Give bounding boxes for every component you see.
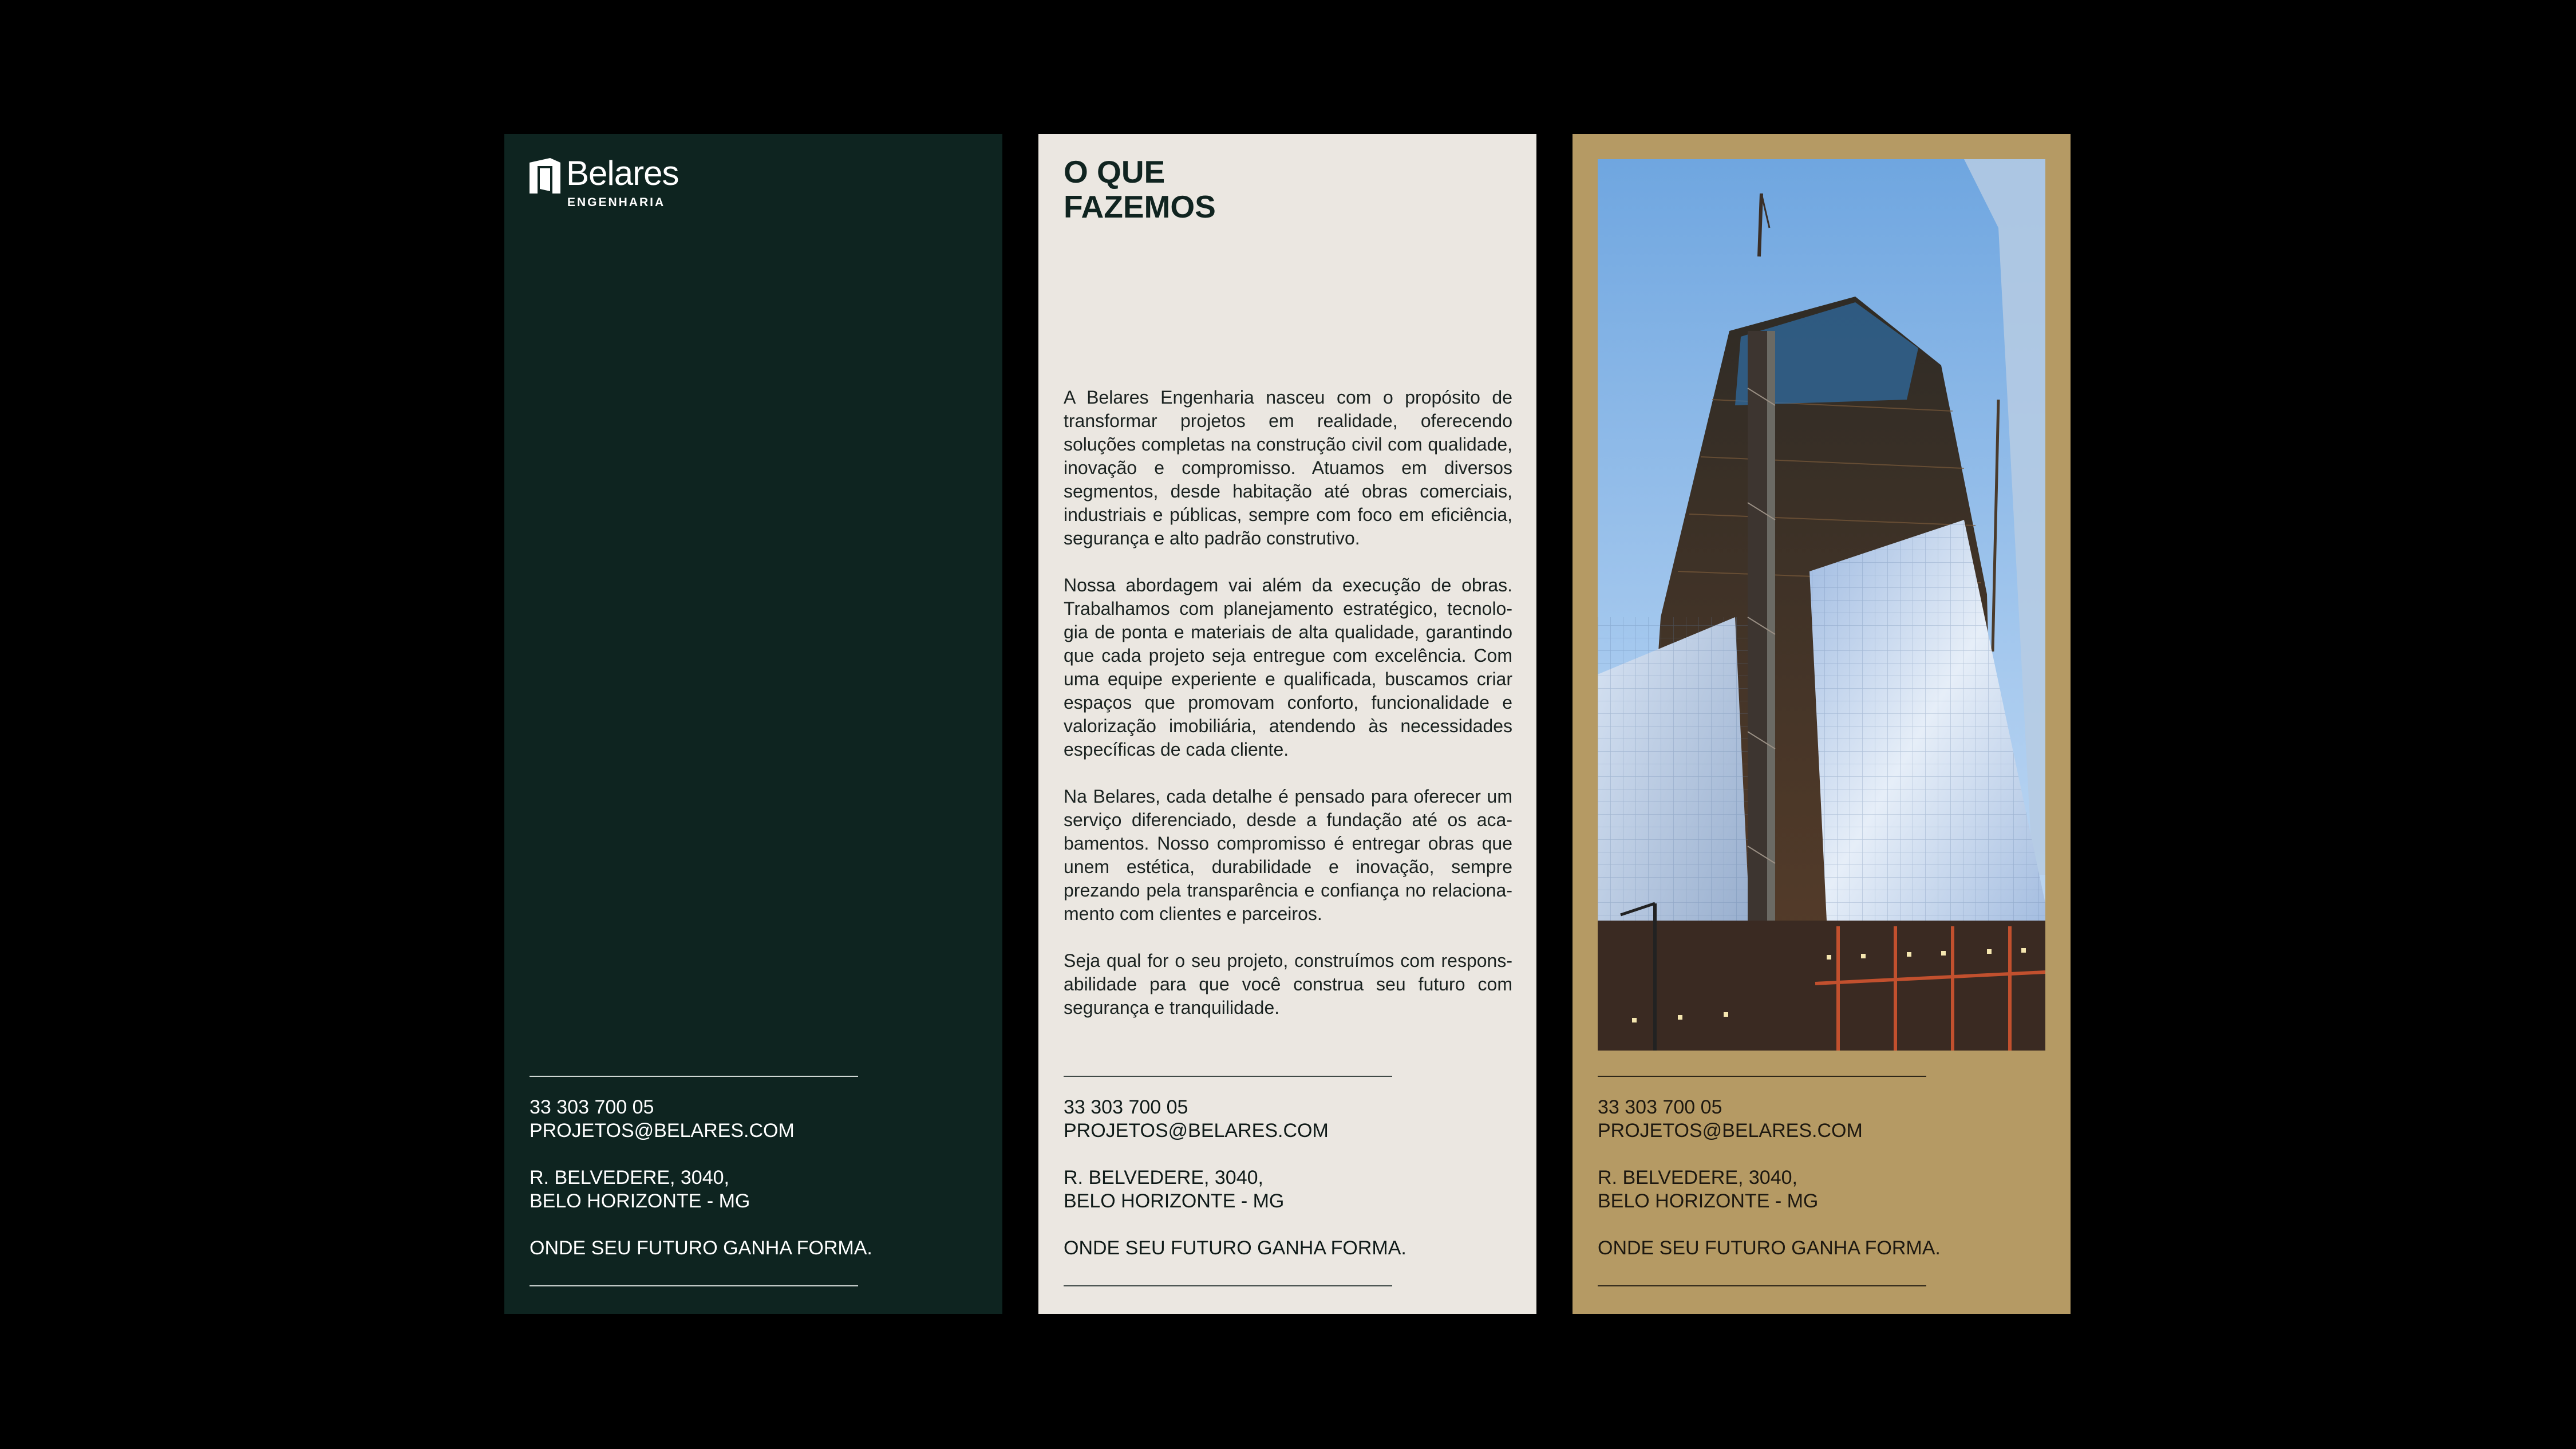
contact-tagline: ONDE SEU FUTURO GANHA FORMA. <box>530 1237 872 1259</box>
contact-block <box>530 1096 872 1260</box>
brand-logo <box>530 154 701 221</box>
brochure-panel-about <box>1038 134 1536 1314</box>
divider-top <box>530 1076 858 1077</box>
contact-address-line2: BELO HORIZONTE - MG <box>1598 1190 1819 1212</box>
about-paragraph: A Belares Engenharia nasceu com o propósito de transformar projetos em realidade, oferecendo soluções completas na construção civil com qualidade, inovação e compromisso. Atuamos em diversos segmentos, desde habitação até obras comerciais, industriais e públicas, sempre com foco em eficiência, segurança e alto padrão construtivo. <box>1064 387 1512 548</box>
contact-address-line1: R. BELVEDERE, 3040, <box>530 1167 729 1189</box>
brochure-panel-cover <box>504 134 1002 1314</box>
brand-name: Belares <box>566 154 679 192</box>
contact-phone: 33 303 700 05 <box>530 1096 654 1118</box>
contact-address-line1: R. BELVEDERE, 3040, <box>1064 1167 1263 1189</box>
building-door-icon <box>530 158 560 194</box>
divider-bottom <box>1598 1285 1926 1286</box>
divider-bottom <box>1064 1285 1392 1286</box>
contact-address-line1: R. BELVEDERE, 3040, <box>1598 1167 1797 1189</box>
contact-phone: 33 303 700 05 <box>1064 1096 1188 1118</box>
brochure-panel-photo <box>1573 134 2071 1314</box>
about-title-line1: O QUE <box>1064 154 1165 189</box>
contact-address-line2: BELO HORIZONTE - MG <box>530 1190 750 1212</box>
contact-email: PROJETOS@BELARES.COM <box>1598 1120 1863 1142</box>
about-title-line2: FAZEMOS <box>1064 189 1216 224</box>
contact-block <box>1064 1096 1406 1260</box>
about-paragraph: Nossa abordagem vai além da execução de obras. Trabalhamos com planejamento estratégico, tecnologia de ponta e materiais de alta qualidade, garantindo que cada projeto seja entregue com excelência. Com uma equipe experiente e qualificada, buscamos criar espaços que promovam conforto, funcionalidade e valorização imobiliária, atendendo às necessidades específicas de cada cliente. <box>1064 575 1512 760</box>
about-body <box>1064 386 1512 1043</box>
contact-address-line2: BELO HORIZONTE - MG <box>1064 1190 1285 1212</box>
brand-subtitle: ENGENHARIA <box>567 196 666 209</box>
contact-email: PROJETOS@BELARES.COM <box>530 1120 795 1142</box>
about-paragraph: Seja qual for o seu projeto, construímos com responsabilidade para que você construa seu futuro com segurança e tranquilidade. <box>1064 950 1512 1018</box>
contact-phone: 33 303 700 05 <box>1598 1096 1722 1118</box>
contact-tagline: ONDE SEU FUTURO GANHA FORMA. <box>1064 1237 1406 1259</box>
about-title <box>1064 155 1216 224</box>
skyscraper-photo <box>1598 159 2045 1051</box>
divider-top <box>1598 1076 1926 1077</box>
contact-tagline: ONDE SEU FUTURO GANHA FORMA. <box>1598 1237 1941 1259</box>
about-paragraph: Na Belares, cada detalhe é pensado para oferecer um serviço diferenciado, desde a fundação até os acabamentos. Nosso compromisso é entregar obras que unem estética, durabilidade e inovação, sempre prezando pela transparência e confiança no relacionamento com clientes e parceiros. <box>1064 786 1512 924</box>
divider-bottom <box>530 1285 858 1286</box>
divider-top <box>1064 1076 1392 1077</box>
contact-block <box>1598 1096 1941 1260</box>
contact-email: PROJETOS@BELARES.COM <box>1064 1120 1329 1142</box>
